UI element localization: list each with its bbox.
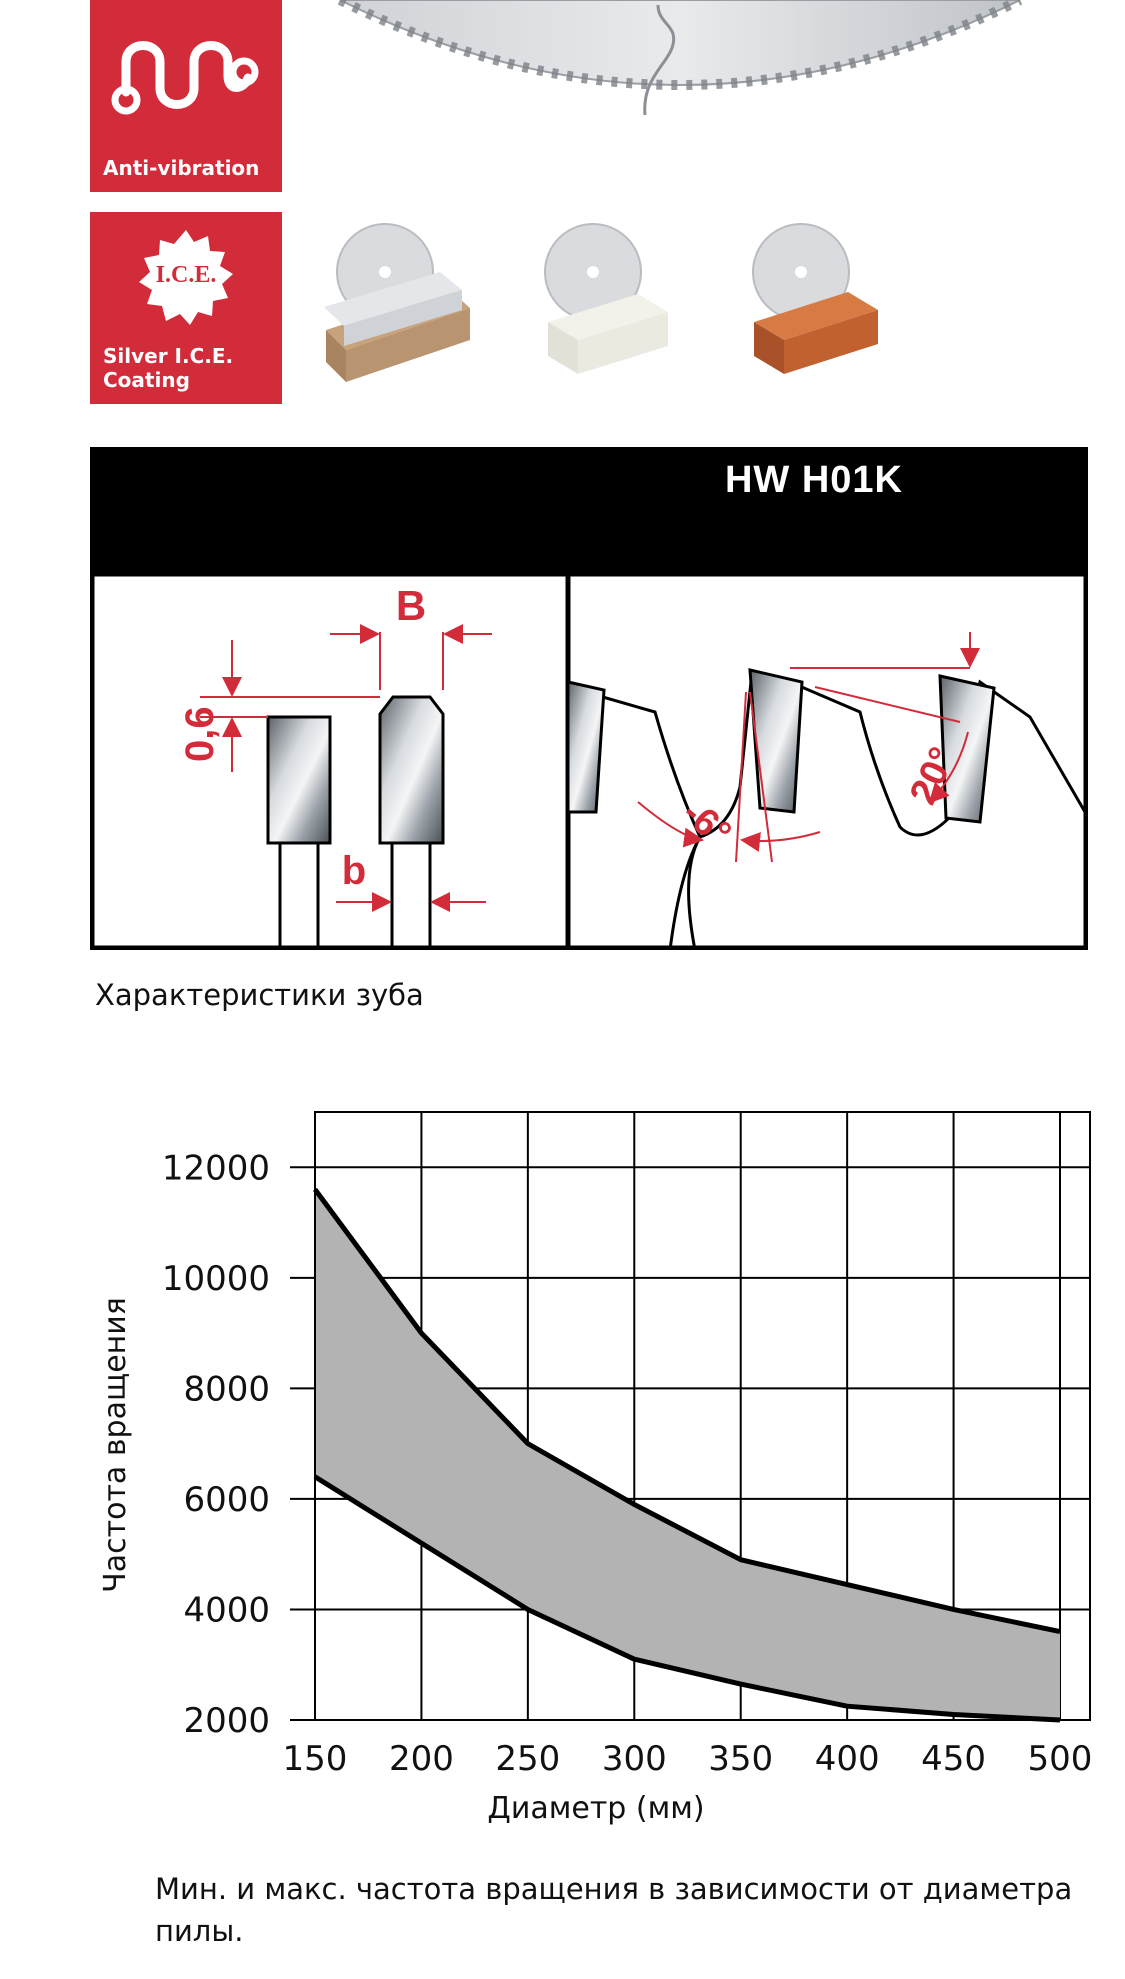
anti-vibration-icon — [108, 30, 264, 120]
silver-ice-coating-badge — [90, 212, 282, 404]
dimension-B-label: B — [395, 582, 427, 629]
ice-logo-text: I.C.E. — [155, 262, 217, 288]
saw-cutting-brick-block-icon — [736, 212, 896, 392]
tooth-panel-header — [90, 447, 1088, 574]
rake-angle-label: -6° — [674, 791, 739, 856]
saw-blade-image — [300, 0, 1060, 130]
tooth-type-title: HW H01K — [724, 459, 903, 501]
x-tick-label: 300 — [601, 1739, 667, 1779]
y-axis-label: Частота вращения — [98, 1297, 133, 1593]
tooth-caption: Характеристики зуба — [95, 978, 424, 1012]
silver-ice-coating-label: Silver I.C.E. Coating — [103, 344, 234, 392]
dimension-b-label: b — [341, 849, 367, 893]
x-tick-label: 250 — [495, 1739, 561, 1779]
clearance-angle-label: 20° — [902, 740, 965, 811]
tooth-diagram — [90, 572, 1088, 950]
dimension-height-label: 0,6 — [178, 706, 222, 762]
x-tick-label: 200 — [388, 1739, 454, 1779]
x-tick-label: 450 — [921, 1739, 987, 1779]
x-tick-label: 500 — [1027, 1739, 1093, 1779]
y-tick-label: 4000 — [183, 1590, 270, 1631]
rpm-range-area — [315, 1189, 1060, 1720]
x-tick-labels — [283, 1739, 1093, 1779]
chart-caption: Мин. и макс. частота вращения в зависимости от диаметра пилы. — [155, 1872, 1073, 1948]
x-tick-label: 350 — [708, 1739, 774, 1779]
y-tick-label: 8000 — [183, 1369, 270, 1410]
y-tick-label: 2000 — [183, 1701, 270, 1741]
saw-cutting-aluminium-profile-icon — [320, 212, 480, 392]
x-axis-label: Диаметр (мм) — [487, 1791, 705, 1826]
y-tick-label: 12000 — [161, 1148, 270, 1189]
y-tick-labels — [162, 1148, 270, 1741]
y-tick-label: 6000 — [183, 1479, 270, 1520]
x-tick-label: 150 — [282, 1739, 348, 1779]
y-tick-label: 10000 — [161, 1258, 270, 1299]
rpm-diameter-chart — [0, 1080, 1125, 1840]
saw-cutting-plastic-block-icon — [528, 212, 688, 392]
chart-area — [315, 1189, 1060, 1720]
x-tick-label: 400 — [814, 1739, 880, 1779]
anti-vibration-label: Anti-vibration — [103, 156, 260, 180]
anti-vibration-badge — [90, 0, 282, 192]
